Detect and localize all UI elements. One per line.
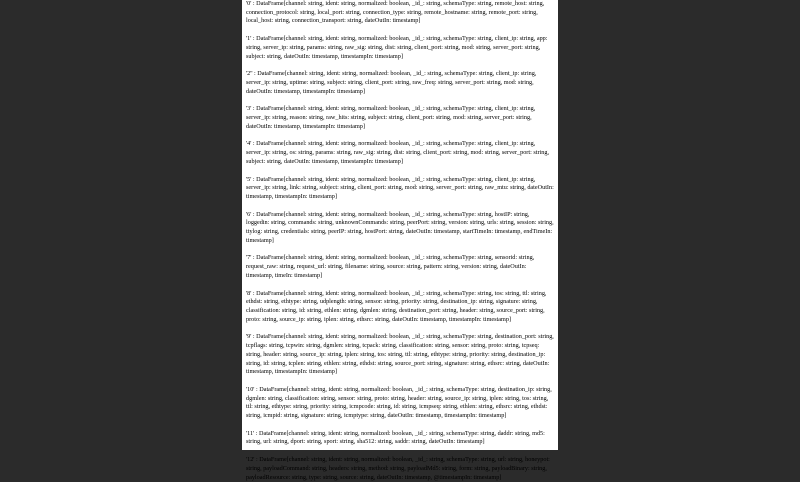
schema-entry-9: '9' : DataFrame[channel: string, ident: string, normalized: boolean, _id_: string, schemaType: string, destination_port: string, tcpflags: string, tcpwin: string, dgmlen: string, tcpack: string, classification: string, sensor: string, proto: string, tcpseq: string, header: string, source_ip: string, iplen: string, tos: string, ttl: string, ethtype: string, priority: string, destination_ip: string, id: string, tcplen: string, ethlen: string, ethdst: string, source_port: string, signature: string, ethsrc: string, dateOutIn: timestamp, timestampIn: timestamp] (246, 333, 554, 376)
schema-entry-0: '0' : DataFrame[channel: string, ident: string, normalized: boolean, _id_: string, schemaType: string, remote_host: string, connection_protocol: string, local_port: string, connection_type: string, remote_hostname: string, remote_port: string, local_host: string, connection_transport: string, dateOutIn: timestamp] (246, 0, 545, 25)
schema-entry-11: '11' : DataFrame[channel: string, ident: string, normalized: boolean, _id_: string, schemaType: string, daddr: string, md5: string, url: string, dport: string, sport: string, sha512: string, saddr: string, dateOutIn: timestamp] (246, 429, 545, 446)
schema-entry-8: '8' : DataFrame[channel: string, ident: string, normalized: boolean, _id_: string, schemaType: string, tos: string, ttl: string, ethdst: string, ethtype: string, udplength: string, sensor: string, priority: string, destination_ip: string, signature: string, classification: string, id: string, ethlen: string, dgmlen: string, destination_port: string, header: string, source_port: string, proto: string, source_ip: string, iplen: string, ethsrc: string, dateOutIn: timestamp, timestampIn: timestamp] (246, 289, 547, 323)
schema-entry-7: '7' : DataFrame[channel: string, ident: string, normalized: boolean, _id_: string, schemaType: string, sensorid: string, request_raw: string, request_url: string, filename: string, source: string, pattern: string, version: string, dateOutIn: timestamp, timeIn: timestamp] (246, 254, 535, 279)
schema-entry-12: '12' : DataFrame[channel: string, ident: string, normalized: boolean, _id_: string, schemaType: string, url: string, honeypot: string, payloadCommand: string, headers: string, method: string, payloadMd5: string, form: string, payloadBinary: string, payloadResource: string, type: string, source: string, dateOutIn: timestamp, @timestampIn: timestamp] (246, 456, 550, 481)
schema-entry-10: '10' : DataFrame[channel: string, ident: string, normalized: boolean, _id_: string, schemaType: string, destination_ip: string, dgmlen: string, classification: string, sensor: string, proto: string, header: string, source_ip: string, iplen: string, tos: string, ttl: string, ethtype: string, priority: string, icmpcode: string, id: string, icmpseq: string, ethlen: string, ethsrc: string, ethdst: string, icmpid: string, signature: string, icmptype: string, dateOutIn: timestamp, timestampIn: timestamp] (246, 385, 552, 420)
dataframe-schema-list (242, 0, 558, 482)
schema-entry-1: '1' : DataFrame[channel: string, ident: string, normalized: boolean, _id_: string, schemaType: string, client_ip: string, app: string, server_ip: string, params: string, raw_sig: string, dist: string, client_port: string, mod: string, server_port: string, subject: string, dateOutIn: timestamp, timestampIn: timestamp] (246, 35, 548, 60)
schema-entry-6: '6' : DataFrame[channel: string, ident: string, normalized: boolean, _id_: string, schemaType: string, hostIP: string, loggedin: string, commands: string, unknownCommands: string, peerPort: string, version: string, urls: string, session: string, ttylog: string, credentials: string, peerIP: string, hostPort: string, dateOutIn: timestamp, startTimeIn: timestamp, endTimeIn: timestamp] (246, 210, 554, 244)
schema-entry-2: '2'' : DataFrame[channel: string, ident: string, normalized: boolean, _id_: string, schemaType: string, client_ip: string, server_ip: string, uptime: string, subject: string, client_port: string, raw_freq: string, server_port: string, mod: string, dateOutIn: timestamp, timestampIn: timestamp] (246, 70, 537, 95)
schema-entry-4: '4' : DataFrame[channel: string, ident: string, normalized: boolean, _id_: string, schemaType: string, client_ip: string, server_ip: string, os: string, params: string, raw_sig: string, dist: string, client_port: string, mod: string, server_port: string, subject: string, dateOutIn: timestamp, timestampIn: timestamp] (246, 140, 549, 165)
schema-entry-3: '3' : DataFrame[channel: string, ident: string, normalized: boolean, _id_: string, schemaType: string, client_ip: string, server_ip: string, reason: string, raw_hits: string, subject: string, client_port: string, mod: string, server_port: string, dateOutIn: timestamp, timestampIn: timestamp] (246, 105, 536, 130)
schema-entry-5: '5' : DataFrame[channel: string, ident: string, normalized: boolean, _id_: string, schemaType: string, client_ip: string, server_ip: string, link: string, subject: string, client_port: string, mod: string, server_port: string, raw_mtu: string, dateOutIn: timestamp, timestampIn: timestamp] (246, 175, 554, 200)
document-page (242, 0, 558, 481)
